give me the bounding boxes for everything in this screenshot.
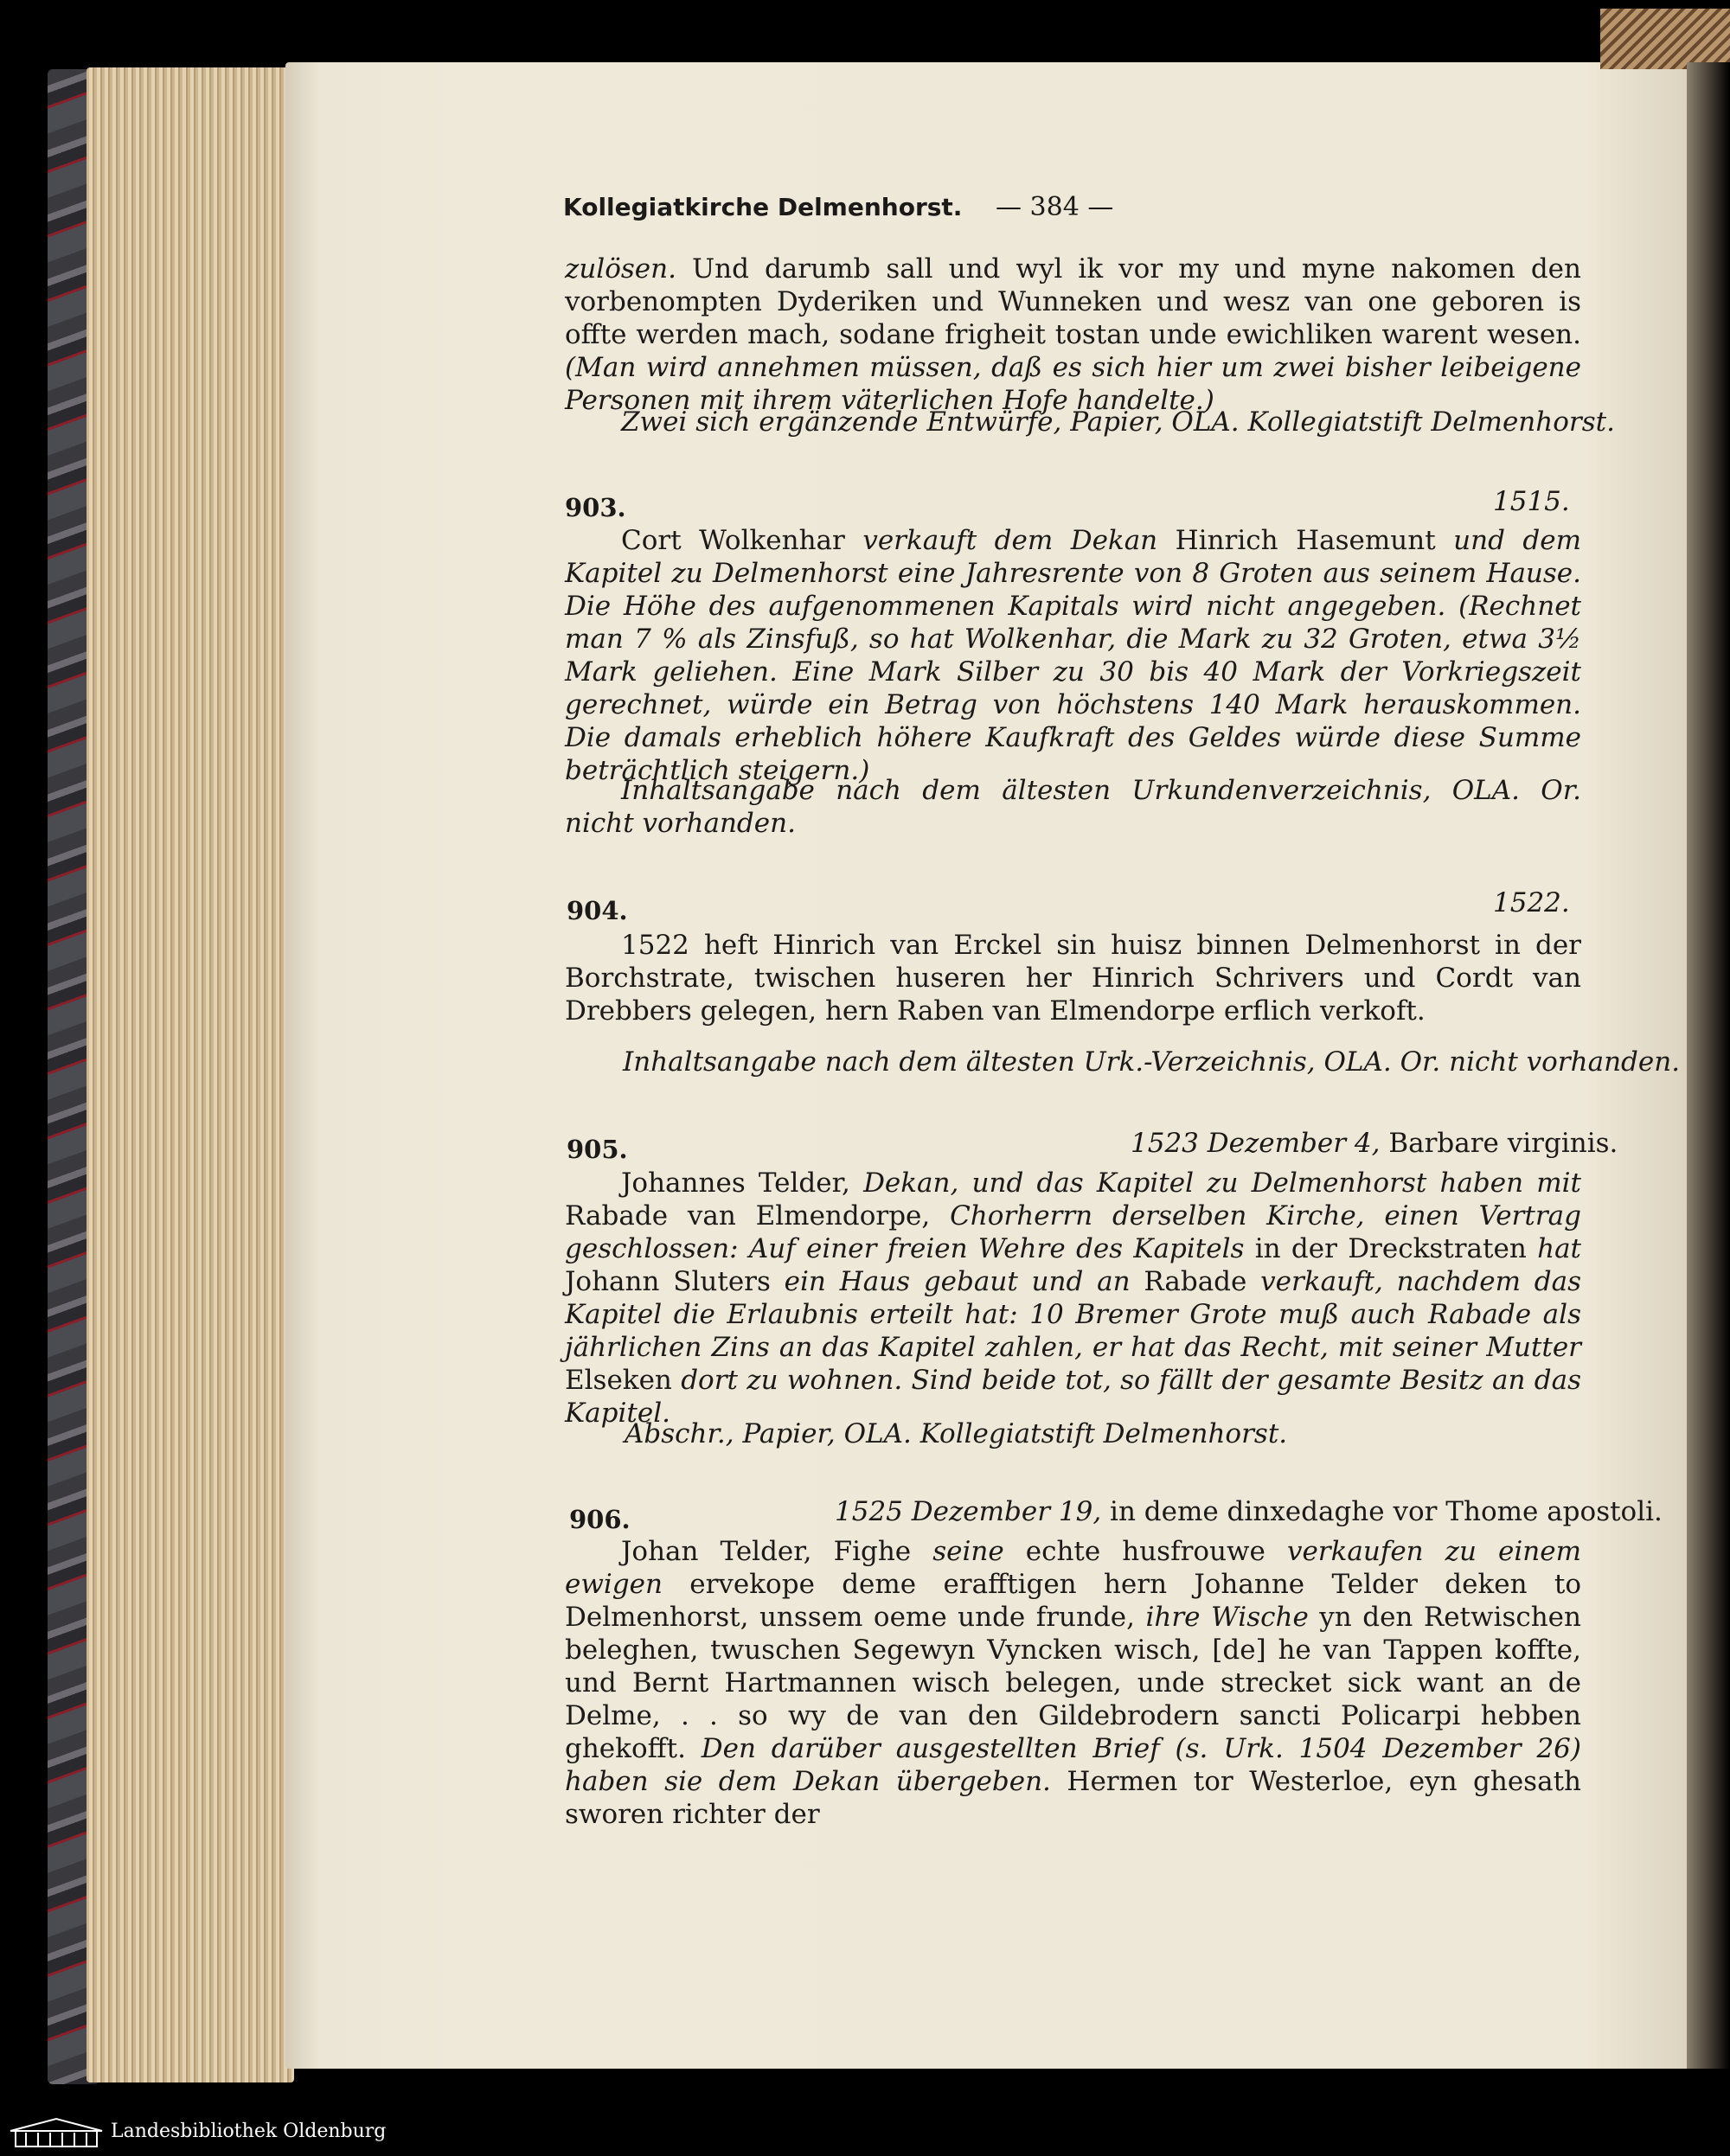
entry-906-number: 906. xyxy=(569,1505,631,1534)
library-logo-icon xyxy=(9,2117,104,2148)
intro-text-commentary: (Man wird annehmen müssen, daß es sich hier um zwei bisher leibeigene Personen mit ihrem väterlichen Hofe handelte.) xyxy=(565,352,1581,416)
entry-905-date xyxy=(1131,1128,1618,1159)
entry-906-seg1: Johan Telder, Fighe xyxy=(621,1536,933,1567)
entry-903-text xyxy=(565,524,1581,787)
entry-905-seg1: Johannes Telder, xyxy=(621,1168,864,1199)
entry-905-seg9: Rabade xyxy=(1130,1266,1261,1297)
entry-904-number: 904. xyxy=(567,896,628,925)
entry-904-body: 1522 heft Hinrich van Erckel sin huisz binnen Delmenhorst in der Borchstrate, twischen huseren her Hinrich Schrivers und Cordt van Drebbers gelegen, hern Raben van Elmendorpe erflich verkoft. xyxy=(565,930,1581,1027)
entry-904-date: 1522. xyxy=(1493,887,1570,918)
entry-904-text xyxy=(565,929,1581,1027)
entry-905-seg8: ein Haus gebaut und an xyxy=(784,1266,1131,1297)
entry-906-seg4: verkaufen zu einem ewigen xyxy=(565,1536,1581,1600)
running-head xyxy=(563,192,1114,222)
page-gutter-shadow xyxy=(1687,62,1730,2069)
entry-903-source xyxy=(565,774,1581,840)
intro-text-italic: zulösen. xyxy=(565,253,676,285)
entry-903-number: 903. xyxy=(565,493,626,522)
entry-905-date-rest: Barbare virginis. xyxy=(1380,1128,1618,1159)
entry-906-seg9: Hermen tor Westerloe, eyn ghesath sworen richter der xyxy=(565,1766,1581,1830)
entry-905-seg4: Chorherrn derselben Kirche, einen Vertrag geschlossen: Auf einer freien Wehre des Kapitels xyxy=(565,1200,1581,1264)
entry-903-seg3: Hinrich Hasemunt xyxy=(1157,525,1454,556)
entry-905-source: Abschr., Papier, OLA. Kollegiatstift Delmenhorst. xyxy=(625,1418,1288,1449)
entry-906-seg2: seine xyxy=(932,1536,1004,1567)
entry-903-seg2: verkauft dem Dekan xyxy=(862,525,1158,556)
entry-905-seg10: verkauft, nachdem das Kapitel die Erlaubnis erteilt hat: 10 Bremer Grote muß auch Rabade als jährlichen Zins an das Kapitel zahlen, er hat das Recht, mit seiner Mutter xyxy=(565,1266,1581,1363)
entry-905-text xyxy=(565,1167,1581,1430)
page-title: Kollegiatkirche Delmenhorst. xyxy=(563,193,963,221)
entry-903-source-text: Inhaltsangabe nach dem ältesten Urkundenverzeichnis, OLA. Or. nicht vorhanden. xyxy=(565,775,1581,839)
entry-906-seg3: echte husfrouwe xyxy=(1003,1536,1287,1567)
entry-905-seg5: in der Dreckstraten xyxy=(1244,1233,1538,1264)
entry-905-seg6: hat xyxy=(1537,1233,1582,1264)
library-name: Landesbibliothek Oldenburg xyxy=(111,2121,387,2142)
entry-905-number: 905. xyxy=(567,1135,628,1164)
entry-903-seg4: und dem Kapitel zu Delmenhorst eine Jahresrente von 8 Groten aus seinem Hause. Die Höhe des aufgenommenen Kapitals wird nicht angegeben. (Rechnet man 7 % als Zinsfuß, so hat Wolkenhar, die Mark zu 32 Groten, etwa 3½ Mark geliehen. Eine Mark Silber zu 30 bis 40 Mark der Vorkriegszeit gerechnet, würde ein Betrag von höchstens 140 Mark herauskommen. Die damals erheblich höhere Kaufkraft des Geldes würde diese Summe beträchtlich steigern.) xyxy=(565,525,1581,786)
page-number: — 384 — xyxy=(996,192,1114,222)
bookmark-thread xyxy=(1600,9,1730,69)
entry-903-seg1: Cort Wolkenhar xyxy=(621,525,863,556)
entry-905-seg2: Dekan, und das Kapitel zu Delmenhorst haben mit xyxy=(863,1168,1581,1199)
entry-906-seg8: Den darüber ausgestellten Brief (s. Urk. 1504 Dezember 26) haben sie dem Dekan übergeben. xyxy=(565,1733,1581,1797)
entry-906-date xyxy=(835,1496,1663,1527)
entry-906-date-rest: in deme dinxedaghe vor Thome apostoli. xyxy=(1101,1496,1663,1527)
entry-906-seg5: ervekope deme erafftigen hern Johanne Telder deken to Delmenhorst, unssem oeme unde frunde, xyxy=(565,1569,1581,1633)
entry-906-seg6: ihre Wische xyxy=(1145,1602,1309,1633)
entry-906-text xyxy=(565,1535,1581,1831)
intro-paragraph xyxy=(565,253,1581,417)
page-edges xyxy=(86,67,294,2082)
entry-906-seg7: yn den Retwischen beleghen, twuschen Segewyn Vyncken wisch, [de] he van Tappen koffte, und Bernt Hartmannen wisch belegen, unde strecket sick want an de Delme, . . so wy de van den Gildebrodern sancti Policarpi hebben ghekofft. xyxy=(565,1602,1581,1764)
entry-905-seg11: Elseken xyxy=(565,1365,682,1396)
intro-text: Und darumb sall und wyl ik vor my und myne nakomen den vorbenompten Dyderiken und Wunneken und wesz van one geboren is offte werden mach, sodane frigheit tostan unde ewichliken warent wesen. xyxy=(565,253,1581,350)
entry-904-source: Inhaltsangabe nach dem ältesten Urk.-Verzeichnis, OLA. Or. nicht vorhanden. xyxy=(623,1046,1681,1078)
entry-905-date-italic: 1523 Dezember 4, xyxy=(1131,1128,1381,1159)
intro-source: Zwei sich ergänzende Entwürfe, Papier, OLA. Kollegiatstift Delmenhorst. xyxy=(621,406,1615,438)
entry-906-date-italic: 1525 Dezember 19, xyxy=(835,1496,1102,1527)
entry-905-seg3: Rabade van Elmendorpe, xyxy=(565,1200,951,1232)
entry-905-seg12: dort zu wohnen. Sind beide tot, so fällt der gesamte Besitz an das Kapitel. xyxy=(565,1365,1581,1429)
entry-903-date: 1515. xyxy=(1493,486,1570,517)
entry-905-seg7: Johann Sluters xyxy=(565,1266,785,1297)
